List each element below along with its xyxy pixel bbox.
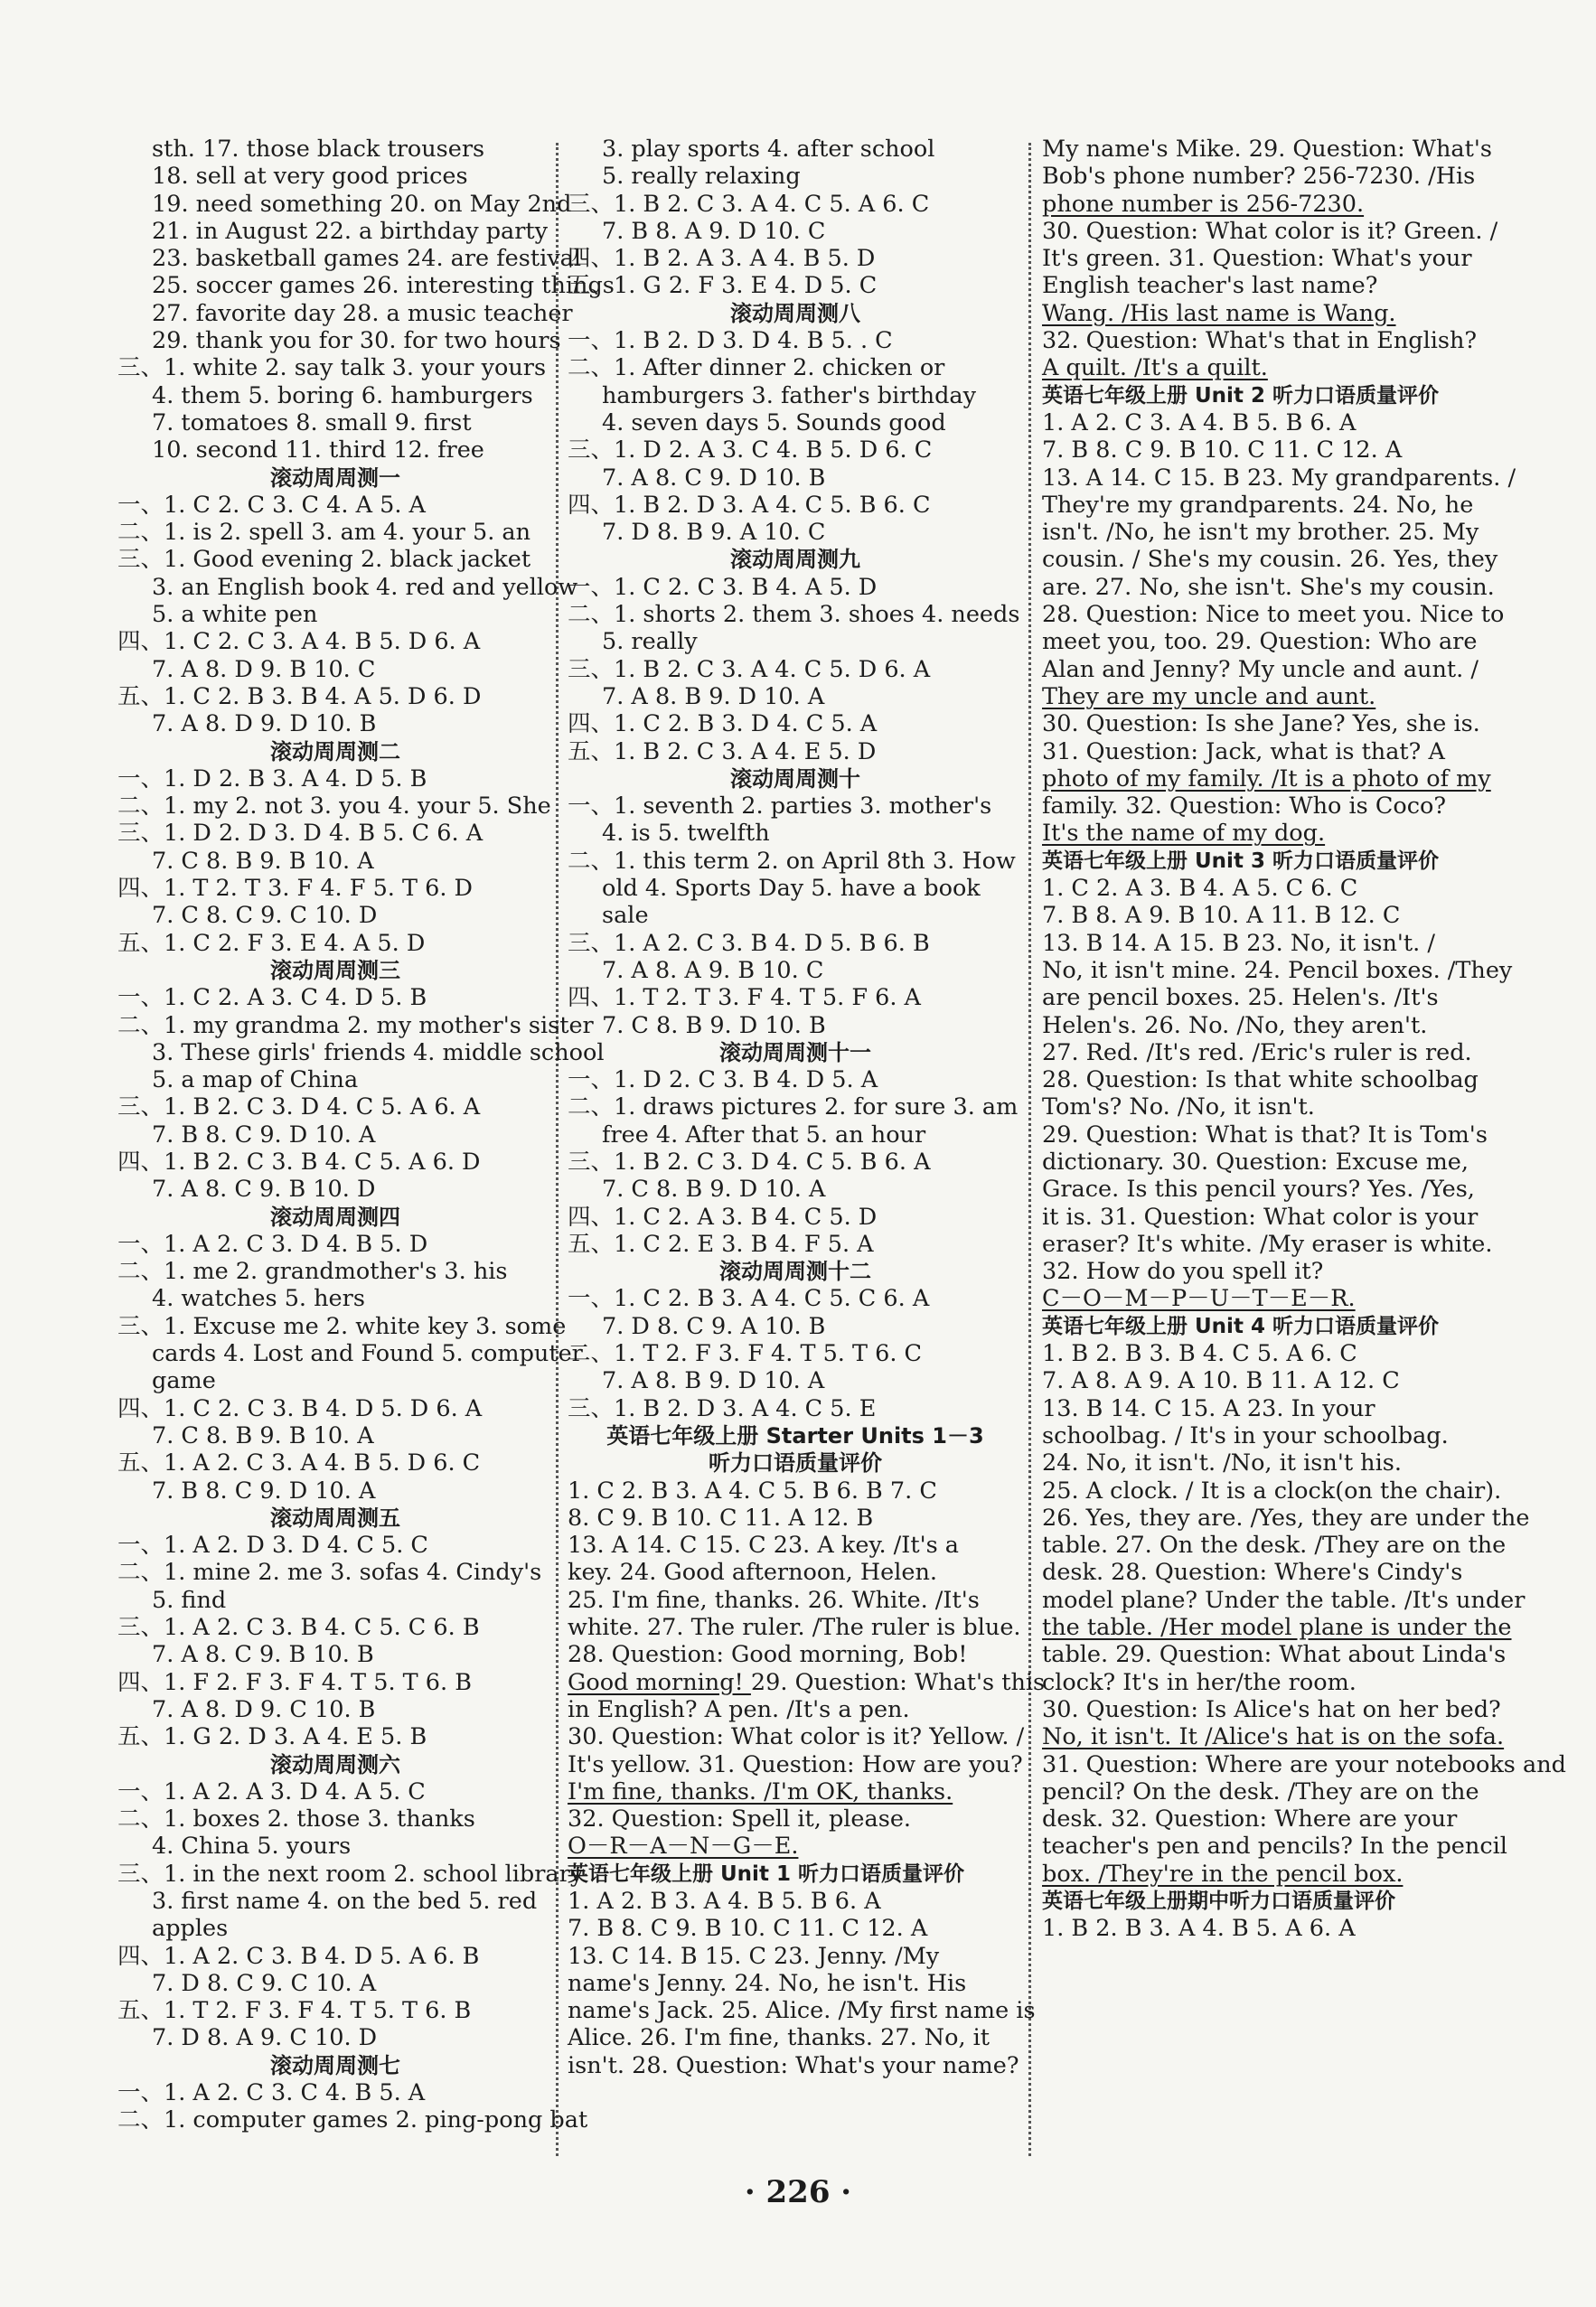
- answer-line: No, it isn't mine. 24. Pencil boxes. /They: [1042, 956, 1513, 984]
- answer-line: family. 32. Question: Who is Coco?: [1042, 792, 1447, 821]
- answer-line: 4. is 5. twelfth: [602, 820, 770, 848]
- answer-line: 五、1. C 2. F 3. E 4. A 5. D: [117, 929, 426, 957]
- answer-line: are pencil boxes. 25. Helen's. /It's: [1042, 984, 1439, 1012]
- answer-line: box. /They're in the pencil box.: [1042, 1860, 1404, 1888]
- section-heading: 滚动周周测一: [270, 464, 400, 491]
- answer-line: 3. first name 4. on the bed 5. red: [152, 1888, 538, 1915]
- answer-line: 一、1. C 2. B 3. A 4. C 5. C 6. A: [568, 1285, 930, 1313]
- section-heading: 滚动周周测七: [270, 2052, 400, 2078]
- answer-line: 二、1. me 2. grandmother's 3. his: [117, 1258, 508, 1286]
- answer-line: isn't. /No, he isn't my brother. 25. My: [1042, 519, 1479, 547]
- answer-line: 5. really relaxing: [602, 163, 801, 191]
- answer-line: 1. A 2. B 3. A 4. B 5. B 6. A: [568, 1888, 881, 1915]
- answer-line: 7. B 8. A 9. B 10. A 11. B 12. C: [1042, 902, 1401, 930]
- answer-line: 25. soccer games 26. interesting things: [152, 272, 615, 300]
- answer-line: name's Jack. 25. Alice. /My first name is: [568, 1997, 1036, 2025]
- answer-line: 7. A 8. D 9. C 10. B: [152, 1695, 376, 1723]
- answer-line: 三、1. D 2. A 3. C 4. B 5. D 6. C: [568, 436, 933, 464]
- answer-line: A quilt. /It's a quilt.: [1042, 354, 1268, 382]
- answer-line: apples: [152, 1915, 229, 1943]
- answer-line: Good morning! 29. Question: What's this: [568, 1668, 1046, 1696]
- answer-line: teacher's pen and pencils? In the pencil: [1042, 1833, 1507, 1861]
- answer-line: 四、1. F 2. F 3. F 4. T 5. T 6. B: [117, 1668, 472, 1696]
- answer-line: 31. Question: Jack, what is that? A: [1042, 737, 1445, 765]
- answer-line: 27. Red. /It's red. /Eric's ruler is red.: [1042, 1038, 1472, 1066]
- answer-line: 7. A 8. B 9. D 10. A: [602, 1367, 825, 1395]
- answer-line: pencil? On the desk. /They are on the: [1042, 1777, 1479, 1805]
- answer-line: 32. How do you spell it?: [1042, 1258, 1324, 1286]
- answer-line: 21. in August 22. a birthday party: [152, 217, 549, 245]
- answer-line: 30. Question: What color is it? Yellow. /: [568, 1723, 1025, 1751]
- answer-line: 1. C 2. B 3. A 4. C 5. B 6. B 7. C: [568, 1477, 937, 1505]
- answer-line: 7. A 8. C 9. B 10. D: [152, 1176, 376, 1204]
- section-heading: 英语七年级上册 Unit 3 听力口语质量评价: [1042, 849, 1439, 873]
- answer-line: 四、1. C 2. C 3. B 4. D 5. D 6. A: [117, 1394, 483, 1422]
- answer-line: 25. A clock. / It is a clock(on the chair).: [1042, 1477, 1502, 1505]
- answer-line: 一、1. A 2. D 3. D 4. C 5. C: [117, 1532, 428, 1560]
- answer-line: 28. Question: Good morning, Bob!: [568, 1641, 968, 1669]
- answer-line: 1. B 2. B 3. A 4. B 5. A 6. A: [1042, 1915, 1356, 1943]
- answer-line: 7. C 8. B 9. D 10. A: [602, 1176, 826, 1204]
- answer-line: free 4. After that 5. an hour: [602, 1121, 926, 1149]
- section-heading: 滚动周周测四: [270, 1204, 400, 1230]
- answer-line: 五、1. B 2. C 3. A 4. E 5. D: [568, 737, 877, 765]
- answer-line: 7. B 8. C 9. D 10. A: [152, 1121, 376, 1149]
- section-heading: 滚动周周测十一: [719, 1039, 871, 1065]
- answer-line: C－O－M－P－U－T－E－R.: [1042, 1285, 1356, 1313]
- answer-line: 一、1. C 2. A 3. C 4. D 5. B: [117, 984, 427, 1012]
- answer-line: 13. B 14. C 15. A 23. In your: [1042, 1394, 1375, 1422]
- answer-line: 7. A 8. D 9. B 10. C: [152, 655, 376, 683]
- answer-line: it is. 31. Question: What color is your: [1042, 1203, 1479, 1231]
- answer-line: 30. Question: What color is it? Green. /: [1042, 217, 1498, 245]
- answer-line: 三、1. B 2. D 3. A 4. C 5. E: [568, 1394, 877, 1422]
- answer-line: 二、1. boxes 2. those 3. thanks: [117, 1805, 475, 1833]
- answer-line: cousin. / She's my cousin. 26. Yes, they: [1042, 546, 1498, 574]
- answer-line: 二、1. this term 2. on April 8th 3. How: [568, 847, 1016, 875]
- answer-line: 三、1. A 2. C 3. B 4. C 5. C 6. B: [117, 1614, 480, 1642]
- answer-line: 二、1. mine 2. me 3. sofas 4. Cindy's: [117, 1559, 542, 1587]
- answer-line: 7. C 8. B 9. B 10. A: [152, 847, 374, 875]
- answer-line: 四、1. T 2. T 3. F 4. T 5. F 6. A: [568, 984, 921, 1012]
- answer-line: 13. A 14. C 15. C 23. A key. /It's a: [568, 1532, 960, 1560]
- section-heading: 滚动周周测五: [270, 1505, 400, 1531]
- answer-column-3: [1042, 136, 1566, 1943]
- answer-line: 7. C 8. B 9. D 10. B: [602, 1011, 826, 1039]
- answer-line: isn't. 28. Question: What's your name?: [568, 2051, 1019, 2079]
- answer-line: 五、1. G 2. F 3. E 4. D 5. C: [568, 272, 878, 300]
- answer-line: Wang. /His last name is Wang.: [1042, 299, 1396, 327]
- answer-line: 三、1. B 2. C 3. A 4. C 5. A 6. C: [568, 190, 930, 218]
- answer-line: 8. C 9. B 10. C 11. A 12. B: [568, 1504, 874, 1532]
- answer-line: 二、1. draws pictures 2. for sure 3. am: [568, 1093, 1019, 1121]
- answer-line: 3. an English book 4. red and yellow: [152, 573, 578, 601]
- answer-line: 23. basketball games 24. are festival: [152, 245, 582, 273]
- answer-line: 四、1. B 2. A 3. A 4. B 5. D: [568, 245, 876, 273]
- answer-line: Alan and Jenny? My uncle and aunt. /: [1042, 655, 1479, 683]
- answer-line: 三、1. B 2. C 3. D 4. C 5. A 6. A: [117, 1093, 481, 1121]
- section-heading: 英语七年级上册 Starter Units 1－3: [606, 1422, 984, 1449]
- answer-line: 7. B 8. C 9. D 10. A: [152, 1477, 376, 1505]
- answer-line: 7. D 8. C 9. A 10. B: [602, 1312, 826, 1340]
- answer-line: 五、1. C 2. B 3. B 4. A 5. D 6. D: [117, 682, 482, 710]
- answer-line: hamburgers 3. father's birthday: [602, 381, 977, 409]
- answer-line: in English? A pen. /It's a pen.: [568, 1695, 910, 1723]
- answer-line: 四、1. C 2. B 3. D 4. C 5. A: [568, 710, 878, 738]
- answer-line: 13. A 14. C 15. B 23. My grandparents. /: [1042, 464, 1516, 492]
- answer-line: 一、1. A 2. C 3. C 4. B 5. A: [117, 2079, 426, 2107]
- answer-line: 7. A 8. D 9. D 10. B: [152, 710, 377, 738]
- answer-line: photo of my family. /It is a photo of my: [1042, 764, 1491, 792]
- answer-line: 1. C 2. A 3. B 4. A 5. C 6. C: [1042, 875, 1358, 903]
- answer-line: 二、1. is 2. spell 3. am 4. your 5. an: [117, 519, 531, 547]
- answer-line: Alice. 26. I'm fine, thanks. 27. No, it: [568, 2024, 990, 2052]
- answer-line: 32. Question: What's that in English?: [1042, 327, 1478, 355]
- answer-line: Tom's? No. /No, it isn't.: [1042, 1093, 1315, 1121]
- answer-line: 5. find: [152, 1586, 227, 1614]
- answer-line: 二、1. computer games 2. ping-pong bat: [117, 2106, 588, 2134]
- answer-line: 一、1. C 2. C 3. B 4. A 5. D: [568, 573, 878, 601]
- answer-line: 三、1. B 2. C 3. A 4. C 5. D 6. A: [568, 655, 931, 683]
- section-heading: 滚动周周测二: [270, 738, 400, 764]
- column-separator: [1028, 143, 1031, 2156]
- answer-line: schoolbag. / It's in your schoolbag.: [1042, 1421, 1449, 1449]
- answer-line: 28. Question: Is that white schoolbag: [1042, 1066, 1479, 1094]
- answer-line: Helen's. 26. No. /No, they aren't.: [1042, 1011, 1428, 1039]
- answer-line: the table. /Her model plane is under the: [1042, 1614, 1512, 1642]
- section-heading: 英语七年级上册 Unit 1 听力口语质量评价: [568, 1862, 964, 1886]
- answer-line: 二、1. my grandma 2. my mother's sister: [117, 1011, 594, 1039]
- answer-line: 三、1. Excuse me 2. white key 3. some: [117, 1312, 567, 1340]
- section-heading: 滚动周周测八: [730, 300, 860, 326]
- answer-line: 19. need something 20. on May 2nd: [152, 190, 572, 218]
- answer-line: 7. B 8. A 9. D 10. C: [602, 217, 826, 245]
- answer-line: Bob's phone number? 256-7230. /His: [1042, 163, 1476, 191]
- answer-line: O－R－A－N－G－E.: [568, 1833, 799, 1861]
- answer-line: 7. A 8. B 9. D 10. A: [602, 682, 825, 710]
- answer-line: 二、1. shorts 2. them 3. shoes 4. needs: [568, 601, 1020, 629]
- answer-line: clock? It's in her/the room.: [1042, 1668, 1357, 1696]
- answer-line: key. 24. Good afternoon, Helen.: [568, 1559, 937, 1587]
- answer-line: No, it isn't. It /Alice's hat is on the sofa.: [1042, 1723, 1505, 1751]
- answer-line: 7. A 8. C 9. B 10. B: [152, 1641, 374, 1669]
- answer-line: Grace. Is this pencil yours? Yes. /Yes,: [1042, 1176, 1475, 1204]
- answer-line: desk. 32. Question: Where are your: [1042, 1805, 1458, 1833]
- answer-line: 4. them 5. boring 6. hamburgers: [152, 381, 533, 409]
- answer-line: 3. play sports 4. after school: [602, 136, 935, 163]
- answer-line: They're my grandparents. 24. No, he: [1042, 491, 1474, 519]
- answer-line: phone number is 256-7230.: [1042, 190, 1365, 218]
- answer-line: 28. Question: Nice to meet you. Nice to: [1042, 601, 1505, 629]
- answer-line: 1. B 2. B 3. B 4. C 5. A 6. C: [1042, 1340, 1357, 1368]
- answer-line: 7. C 8. C 9. C 10. D: [152, 902, 378, 930]
- answer-line: 一、1. C 2. C 3. C 4. A 5. A: [117, 491, 426, 519]
- answer-line: old 4. Sports Day 5. have a book: [602, 875, 981, 903]
- answer-line: 三、1. Good evening 2. black jacket: [117, 546, 531, 574]
- answer-line: 四、1. B 2. C 3. B 4. C 5. A 6. D: [117, 1148, 481, 1176]
- section-heading: 英语七年级上册 Unit 4 听力口语质量评价: [1042, 1314, 1439, 1338]
- answer-line: 13. B 14. A 15. B 23. No, it isn't. /: [1042, 929, 1435, 957]
- section-heading: 听力口语质量评价: [709, 1450, 882, 1477]
- answer-line: 三、1. B 2. C 3. D 4. C 5. B 6. A: [568, 1148, 931, 1176]
- answer-line: 二、1. my 2. not 3. you 4. your 5. She: [117, 792, 551, 821]
- section-heading: 滚动周周测十二: [719, 1259, 871, 1285]
- answer-line: sth. 17. those black trousers: [152, 136, 485, 163]
- answer-line: 7. A 8. A 9. A 10. B 11. A 12. C: [1042, 1367, 1400, 1395]
- answer-line: model plane? Under the table. /It's under: [1042, 1586, 1526, 1614]
- answer-line: 5. a white pen: [152, 601, 318, 629]
- answer-line: 7. C 8. B 9. B 10. A: [152, 1421, 374, 1449]
- answer-line: 29. Question: What is that? It is Tom's: [1042, 1121, 1488, 1149]
- section-heading: 滚动周周测九: [730, 547, 860, 573]
- answer-line: 一、1. A 2. C 3. D 4. B 5. D: [117, 1230, 428, 1258]
- answer-line: 三、1. white 2. say talk 3. your yours: [117, 354, 547, 382]
- answer-line: 24. No, it isn't. /No, it isn't his.: [1042, 1449, 1402, 1477]
- answer-line: It's the name of my dog.: [1042, 820, 1326, 848]
- section-heading: 滚动周周测十: [730, 765, 860, 792]
- answer-line: 二、1. After dinner 2. chicken or: [568, 354, 945, 382]
- answer-line: 7. tomatoes 8. small 9. first: [152, 408, 472, 436]
- answer-line: 18. sell at very good prices: [152, 163, 468, 191]
- answer-line: 27. favorite day 28. a music teacher: [152, 299, 573, 327]
- answer-line: It's green. 31. Question: What's your: [1042, 245, 1472, 273]
- answer-line: 三、1. in the next room 2. school library: [117, 1860, 584, 1888]
- answer-line: name's Jenny. 24. No, he isn't. His: [568, 1969, 967, 1997]
- answer-line: 四、1. T 2. T 3. F 4. F 5. T 6. D: [117, 875, 473, 903]
- section-heading: 滚动周周测三: [270, 957, 400, 983]
- answer-line: 7. B 8. C 9. B 10. C 11. C 12. A: [568, 1915, 928, 1943]
- answer-line: 4. China 5. yours: [152, 1833, 352, 1861]
- answer-line: 25. I'm fine, thanks. 26. White. /It's: [568, 1586, 980, 1614]
- answer-line: 三、1. A 2. C 3. B 4. D 5. B 6. B: [568, 929, 930, 957]
- answer-line: 7. D 8. C 9. C 10. A: [152, 1969, 377, 1997]
- answer-line: 一、1. A 2. A 3. D 4. A 5. C: [117, 1777, 426, 1805]
- answer-line: 4. watches 5. hers: [152, 1285, 365, 1313]
- column-separator: [556, 143, 559, 2156]
- answer-line: 5. really: [602, 628, 698, 656]
- answer-line: 30. Question: Is Alice's hat on her bed?: [1042, 1695, 1501, 1723]
- underlined-answer: Good morning!: [568, 1668, 751, 1696]
- answer-line: 31. Question: Where are your notebooks and: [1042, 1750, 1566, 1778]
- answer-line: 四、1. B 2. D 3. A 4. C 5. B 6. C: [568, 491, 931, 519]
- answer-line: 一、1. D 2. C 3. B 4. D 5. A: [568, 1066, 878, 1094]
- answer-line: 五、1. T 2. F 3. F 4. T 5. T 6. B: [117, 1997, 472, 2025]
- answer-line: 一、1. B 2. D 3. D 4. B 5. . C: [568, 327, 893, 355]
- answer-line: 26. Yes, they are. /Yes, they are under the: [1042, 1504, 1530, 1532]
- answer-line: 7. D 8. B 9. A 10. C: [602, 519, 826, 547]
- answer-line: 7. A 8. A 9. B 10. C: [602, 956, 824, 984]
- section-heading: 英语七年级上册 Unit 2 听力口语质量评价: [1042, 383, 1439, 408]
- answer-line: 4. seven days 5. Sounds good: [602, 408, 946, 436]
- answer-line: 四、1. A 2. C 3. B 4. D 5. A 6. B: [117, 1942, 480, 1970]
- answer-line: dictionary. 30. Question: Excuse me,: [1042, 1148, 1469, 1176]
- answer-line: meet you, too. 29. Question: Who are: [1042, 628, 1478, 656]
- answer-line: 五、1. G 2. D 3. A 4. E 5. B: [117, 1723, 427, 1751]
- answer-line: 1. A 2. C 3. A 4. B 5. B 6. A: [1042, 408, 1357, 436]
- answer-line: 29. thank you for 30. for two hours: [152, 327, 561, 355]
- answer-line: 一、1. seventh 2. parties 3. mother's: [568, 792, 992, 821]
- answer-line: I'm fine, thanks. /I'm OK, thanks.: [568, 1777, 953, 1805]
- answer-line: white. 27. The ruler. /The ruler is blue.: [568, 1614, 1021, 1642]
- answer-line: are. 27. No, she isn't. She's my cousin.: [1042, 573, 1495, 601]
- answer-line: eraser? It's white. /My eraser is white.: [1042, 1230, 1493, 1258]
- answer-column-1: [117, 136, 615, 2134]
- answer-line: 10. second 11. third 12. free: [152, 436, 484, 464]
- answer-line: cards 4. Lost and Found 5. computer: [152, 1340, 583, 1368]
- answer-line: table. 27. On the desk. /They are on the: [1042, 1532, 1507, 1560]
- page-number: · 226 ·: [744, 2174, 852, 2210]
- answer-line: English teacher's last name?: [1042, 272, 1378, 300]
- answer-line: 四、1. C 2. C 3. A 4. B 5. D 6. A: [117, 628, 481, 656]
- answer-line: 32. Question: Spell it, please.: [568, 1805, 912, 1833]
- answer-line: table. 29. Question: What about Linda's: [1042, 1641, 1507, 1669]
- answer-line: My name's Mike. 29. Question: What's: [1042, 136, 1492, 163]
- answer-line: 7. A 8. C 9. D 10. B: [602, 464, 826, 492]
- answer-line: 3. These girls' friends 4. middle school: [152, 1038, 605, 1066]
- answer-line: 13. C 14. B 15. C 23. Jenny. /My: [568, 1942, 940, 1970]
- section-heading: 英语七年级上册期中听力口语质量评价: [1042, 1890, 1395, 1913]
- answer-column-2: [568, 136, 1046, 2079]
- answer-line: 一、1. D 2. B 3. A 4. D 5. B: [117, 764, 427, 792]
- answer-line: 五、1. C 2. E 3. B 4. F 5. A: [568, 1230, 874, 1258]
- answer-line: 四、1. C 2. A 3. B 4. C 5. D: [568, 1203, 878, 1231]
- answer-line: 5. a map of China: [152, 1066, 359, 1094]
- section-heading: 滚动周周测六: [270, 1751, 400, 1777]
- answer-line: 三、1. D 2. D 3. D 4. B 5. C 6. A: [117, 820, 483, 848]
- answer-line: 7. B 8. C 9. B 10. C 11. C 12. A: [1042, 436, 1403, 464]
- answer-line: sale: [602, 902, 649, 930]
- answer-line: 7. D 8. A 9. C 10. D: [152, 2024, 378, 2052]
- answer-line: game: [152, 1367, 216, 1395]
- answer-line: 二、1. T 2. F 3. F 4. T 5. T 6. C: [568, 1340, 923, 1368]
- answer-line: They are my uncle and aunt.: [1042, 682, 1376, 710]
- answer-line: 30. Question: Is she Jane? Yes, she is.: [1042, 710, 1480, 738]
- answer-line: 五、1. A 2. C 3. A 4. B 5. D 6. C: [117, 1449, 481, 1477]
- answer-line: desk. 28. Question: Where's Cindy's: [1042, 1559, 1463, 1587]
- answer-line: It's yellow. 31. Question: How are you?: [568, 1750, 1023, 1778]
